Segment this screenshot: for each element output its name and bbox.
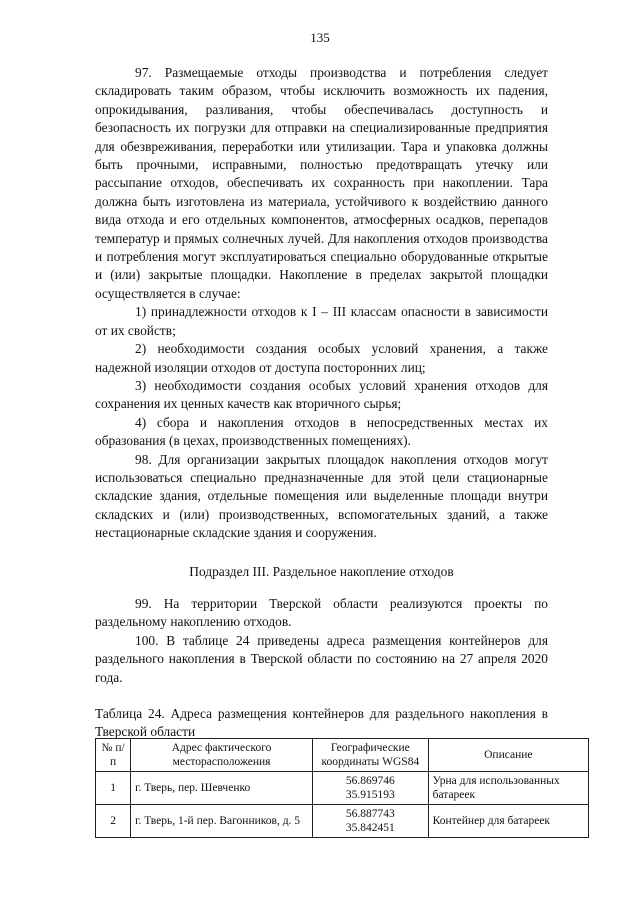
list-item-1: 1) принадлежности отходов к I – III классам опасности в зависимости от их свойств; [95,304,548,338]
latitude: 56.869746 [345,775,395,787]
longitude: 35.915193 [345,789,395,801]
table-row [96,805,589,838]
row-coordinates [313,805,429,838]
table-row [96,772,589,805]
header-address: Адрес фактического месторасположения [131,739,313,772]
header-description: Описание [428,739,588,772]
row-address: г. Тверь, 1-й пер. Вагонников, д. 5 [131,805,313,838]
paragraph-97: 97. Размещаемые отходы производства и потребления следует складировать таким образом, чтобы исключить возможность их падения, опрокидывания, разливания, чтобы обеспечивалась доступность и безопасность их погрузки для отправки на специализированные предприятия для обезвреживания, переработки или утилизации. Тара и упаковка должны быть прочными, исправными, полностью предотвращать утечку или рассыпание отходов, обеспечивать их сохранность при накоплении. Тара должна быть изготовлена из материала, устойчивого к воздействию данного вида отхода и его отдельных компонентов, атмосферных осадков, перепадов температур и прямых солнечных лучей. Для накопления отходов производства и потребления могут эксплуатироваться специально оборудованные открытые и (или) закрытые площадки. Накопление в пределах закрытой площадки осуществляется в случае: [95,65,548,301]
list-item-4: 4) сбора и накопления отходов в непосредственных местах их образования (в цехах, производственных помещениях). [95,414,548,449]
table-header-row [96,739,589,772]
subsection-heading: Подраздел III. Раздельное накопление отходов [189,563,454,579]
row-number: 1 [96,772,131,805]
paragraph-99: 99. На территории Тверской области реализуются проекты по раздельному накоплению отходов. [95,595,548,630]
row-number: 2 [96,805,131,838]
header-number: № п/п [96,739,131,772]
row-description: Урна для использованных батареек [428,772,588,805]
row-address: г. Тверь, пер. Шевченко [131,772,313,805]
longitude: 35.842451 [345,822,395,834]
row-description: Контейнер для батареек [428,805,588,838]
list-item-3: 3) необходимости создания особых условий хранения отходов для сохранения их ценных качеств как вторичного сырья; [95,377,548,412]
list-item-2: 2) необходимости создания особых условий хранения, а также надежной изоляции отходов от доступа посторонних лиц; [95,341,548,375]
paragraph-98: 98. Для организации закрытых площадок накопления отходов могут использоваться специально предназначенные для этой цели стационарные складские здания, отдельные помещения или выделенные площади внутри складских и (или) производственных, вспомогательных зданий, а также нестационарные складские здания и сооружения. [95,451,548,541]
containers-table [95,738,589,838]
latitude: 56.887743 [345,808,395,820]
table-caption: Таблица 24. Адреса размещения контейнеров для раздельного накопления в Тверской области [95,706,548,740]
row-coordinates [313,772,429,805]
document-body [95,64,548,742]
header-coordinates: Географические координаты WGS84 [313,739,429,772]
page-number: 135 [310,30,330,45]
paragraph-100: 100. В таблице 24 приведены адреса размещения контейнеров для раздельного накопления в Тверской области по состоянию на 27 апреля 2020 года. [95,632,548,685]
